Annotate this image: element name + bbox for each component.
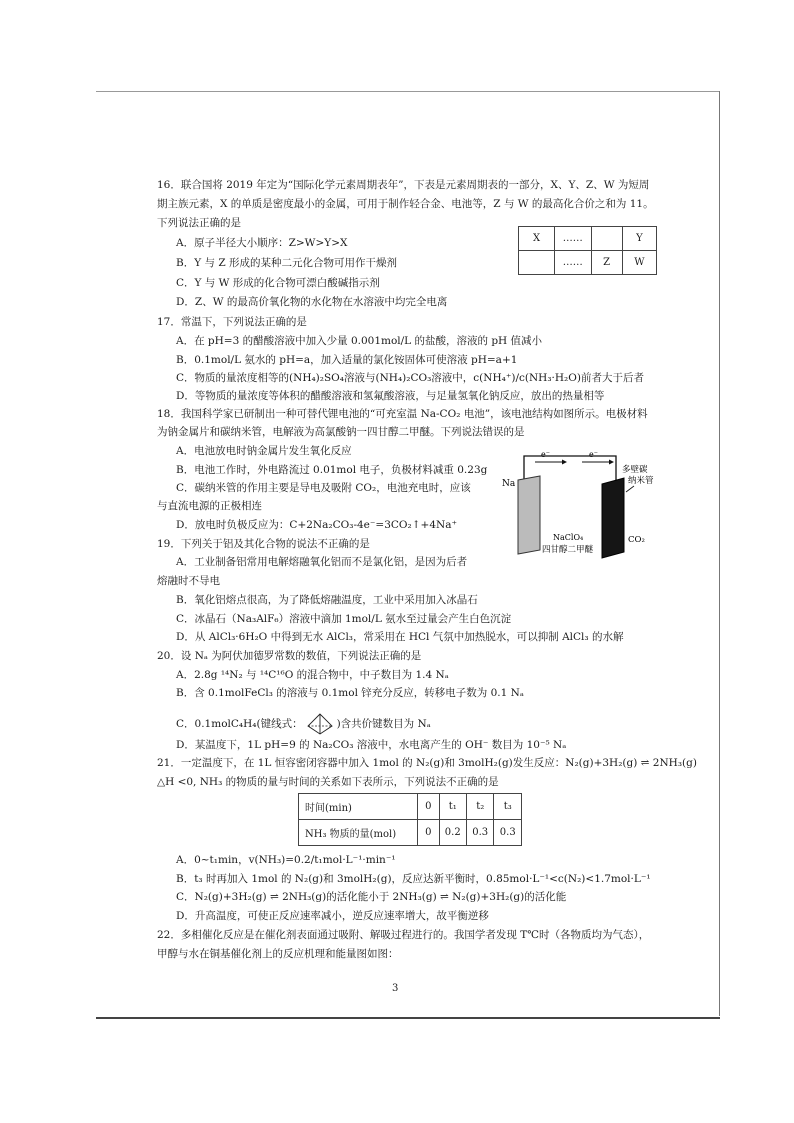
table-header-time: 时间(min): [299, 794, 418, 820]
q16-stem-line1: 16．联合国将 2019 年定为“国际化学元素周期表年”，下表是元素周期表的一部分，X、Y、Z、W 为短周: [157, 179, 650, 191]
q20-stem: 20．设 Nₐ 为阿伏加德罗常数的数值，下列说法正确的是: [157, 650, 422, 662]
label-pointer: [626, 486, 634, 492]
q18-stem-line2: 为钠金属片和碳纳米管，电解液为高氯酸钠一四甘醇二甲醚。下列说法错误的是: [157, 426, 525, 438]
q16-stem-line3: 下列说法正确的是: [157, 217, 241, 229]
q16-option-c: C．Y 与 W 形成的化合物可漂白酸碱指示剂: [176, 277, 380, 289]
q17-stem: 17．常温下，下列说法正确的是: [157, 316, 307, 328]
q17-option-a: A．在 pH=3 的醋酸溶液中加入少量 0.001mol/L 的盐酸，溶液的 pH 值减小: [176, 335, 543, 347]
table-cell: 0.2: [439, 820, 466, 846]
q16-stem-line2: 期主族元素，X 的单质是密度最小的金属，可用于制作轻合金、电池等，Z 与 W 的最高化合价之和为 11。: [157, 198, 654, 210]
carbon-nanotube-electrode: [602, 478, 624, 558]
sodium-electrode: [518, 476, 540, 554]
q16-cell-dots: ……: [555, 251, 591, 275]
q18-stem-line1: 18．我国科学家已研制出一种可替代锂电池的“可充室温 Na-CO₂ 电池”，该电池结构如图所示。电极材料: [157, 408, 648, 420]
q16-cell-y: Y: [622, 227, 656, 251]
q16-option-d: D．Z、W 的最高价氧化物的水化物在水溶液中均完全电离: [176, 296, 448, 308]
q16-periodic-table: [518, 226, 657, 275]
q17-option-c: C．物质的量浓度相等的(NH₄)₂SO₄溶液与(NH₄)₂CO₃溶液中，c(NH₄⁺)/c(NH₃·H₂O)前者大于后者: [176, 372, 644, 384]
q19-option-b: B．氧化铝熔点很高，为了降低熔融温度，工业中采用加入冰晶石: [176, 594, 478, 606]
scan-edge-right: [719, 91, 720, 1016]
table-header-cell: t₁: [439, 794, 466, 820]
q21-option-d: D．升高温度，可使正反应速率减小，逆反应速率增大，故平衡逆移: [176, 910, 489, 922]
q21-stem-line2: △H <0, NH₃ 的物质的量与时间的关系如下表所示，下列说法不正确的是: [157, 776, 499, 788]
nanotube-label-2: 纳米管: [628, 476, 654, 486]
q22-stem-line2: 甲醇与水在铜基催化剂上的反应机理和能量图如图：: [157, 948, 399, 960]
q21-stem-line1: 21．一定温度下，在 1L 恒容密闭容器中加入 1mol 的 N₂(g)和 3molH₂(g)发生反应：N₂(g)+3H₂(g) ⇌ 2NH₃(g): [157, 757, 697, 769]
q16-cell-w: W: [622, 251, 656, 275]
q21-option-a: A．0~t₁min，v(NH₃)=0.2/t₁mol·L⁻¹·min⁻¹: [176, 854, 396, 866]
q17-option-b: B．0.1mol/L 氨水的 pH=a，加入适量的氯化铵固体可使溶液 pH=a+1: [176, 354, 518, 366]
q19-option-c: C．冰晶石（Na₃AlF₆）溶液中滴加 1mol/L 氨水至过量会产生白色沉淀: [176, 613, 512, 625]
q20-option-d: D．某温度下，1L pH=9 的 Na₂CO₃ 溶液中，水电离产生的 OH⁻ 数目为 10⁻⁵ Nₐ: [176, 739, 567, 751]
q20-option-c-suffix: )含共价键数目为 Nₐ: [336, 718, 431, 730]
q19-stem: 19．下列关于铝及其化合物的说法不正确的是: [157, 538, 370, 550]
q16-cell-empty: [519, 251, 555, 275]
q17-option-d: D．等物质的量浓度等体积的醋酸溶液和氢氟酸溶液，与足量氢氧化钠反应，放出的热量相等: [176, 390, 605, 402]
q21-option-b: B．t₃ 时再加入 1mol 的 N₂(g)和 3molH₂(g)，反应达新平衡时，0.85mol·L⁻¹<c(N₂)<1.7mol·L⁻¹: [176, 873, 651, 885]
q20-option-c: [176, 712, 431, 736]
arrowhead-icon: [562, 460, 567, 465]
q18-battery-diagram: [490, 444, 690, 562]
na-label: Na: [502, 479, 516, 489]
nanotube-label-1: 多壁碳: [622, 465, 648, 475]
arrowhead-icon: [609, 460, 614, 465]
q18-option-b: B．电池工作时，外电路流过 0.01mol 电子，负极材料减重 0.23g: [176, 464, 488, 476]
q16-cell-dots: ……: [555, 227, 591, 251]
tetrahedrane-structure-icon: [304, 712, 336, 736]
q18-option-a: A．电池放电时钠金属片发生氧化反应: [176, 445, 352, 457]
page-number: 3: [392, 983, 399, 994]
q16-option-a: A．原子半径大小顺序：Z>W>Y>X: [176, 237, 348, 249]
q20-option-c-prefix: C．0.1molC₄H₄(键线式：: [176, 718, 303, 730]
electrolyte-label-2: 四甘醇二甲醚: [542, 545, 594, 555]
electron-label-1: e⁻: [541, 450, 550, 459]
q16-option-b: B．Y 与 Z 形成的某种二元化合物可用作干燥剂: [176, 257, 397, 269]
q16-cell-x: X: [519, 227, 555, 251]
table-cell: 0.3: [466, 820, 493, 846]
scan-edge-top: [96, 91, 720, 92]
q20-option-a: A．2.8g ¹⁴N₂ 与 ¹⁴C¹⁶O 的混合物中，中子数目为 1.4 Nₐ: [176, 669, 449, 681]
q21-option-c: C．N₂(g)+3H₂(g) ⇌ 2NH₃(g)的活化能小于 2NH₃(g) ⇌ N₂(g)+3H₂(g)的活化能: [176, 891, 567, 903]
q18-option-c-line1: C．碳纳米管的作用主要是导电及吸附 CO₂，电池充电时，应该: [176, 482, 471, 494]
q18-option-c-line2: 与直流电源的正极相连: [157, 500, 262, 512]
q19-option-d: D．从 AlCl₃·6H₂O 中得到无水 AlCl₃，常采用在 HCl 气氛中加热脱水，可以抑制 AlCl₃ 的水解: [176, 631, 624, 643]
q16-cell-z: Z: [591, 251, 622, 275]
scan-edge-bottom: [96, 1017, 720, 1019]
electron-label-2: e⁻: [589, 450, 598, 459]
table-header-cell: t₃: [494, 794, 522, 820]
table-header-cell: t₂: [466, 794, 493, 820]
q19-option-a-line2: 熔融时不导电: [157, 575, 220, 587]
q20-option-b: B．含 0.1molFeCl₃ 的溶液与 0.1mol 锌充分反应，转移电子数为 0.1 Nₐ: [176, 687, 524, 699]
electrolyte-label-1: NaClO₄: [553, 533, 584, 542]
q19-option-a-line1: A．工业制备铝常用电解熔融氧化铝而不是氯化铝，是因为后者: [176, 556, 468, 568]
q22-stem-line1: 22．多相催化反应是在催化剂表面通过吸附、解吸过程进行的。我国学者发现 T℃时（各物质均为气态），: [157, 929, 650, 941]
table-header-cell: 0: [418, 794, 439, 820]
q16-cell-empty: [591, 227, 622, 251]
table-cell: 0.3: [494, 820, 522, 846]
q21-data-table: [298, 793, 522, 846]
q18-option-d: D．放电时负极反应为：C+2Na₂CO₃-4e⁻=3CO₂↑+4Na⁺: [176, 519, 458, 531]
co2-label: CO₂: [628, 535, 645, 545]
table-cell: 0: [418, 820, 439, 846]
table-row-label: NH₃ 物质的量(mol): [299, 820, 418, 846]
